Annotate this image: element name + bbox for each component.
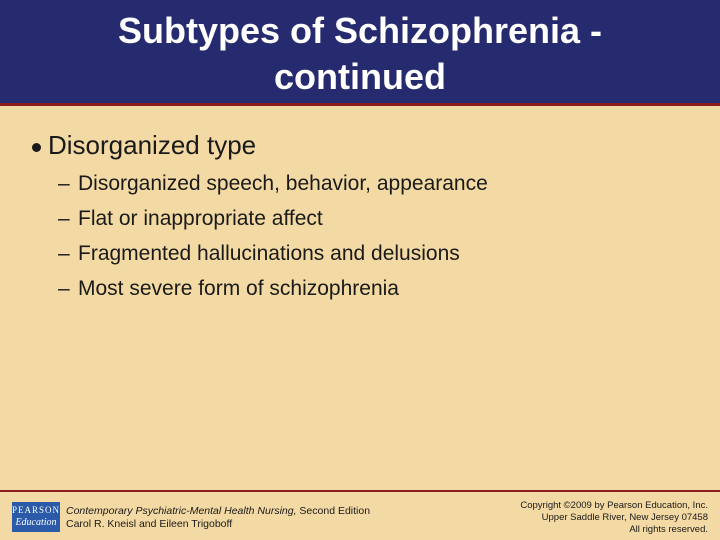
copyright-line-3: All rights reserved. <box>629 524 708 535</box>
sub-bullet-list <box>58 170 488 310</box>
sub-bullet-text: Fragmented hallucinations and delusions <box>78 242 460 265</box>
copyright-line-2: Upper Saddle River, New Jersey 07458 <box>541 512 708 523</box>
book-authors: Carol R. Kneisl and Eileen Trigoboff <box>66 518 233 530</box>
sub-bullet-item <box>58 170 488 205</box>
title-line-1: Subtypes of Schizophrenia - <box>117 10 603 51</box>
title-line-2: continued <box>274 56 446 97</box>
main-bullet <box>32 130 256 161</box>
book-edition: Second Edition <box>296 505 371 517</box>
slide-title <box>0 8 720 100</box>
dash-icon: – <box>58 277 70 300</box>
sub-bullet-item <box>58 205 488 240</box>
dash-icon: – <box>58 172 70 195</box>
pearson-logo <box>12 502 60 532</box>
copyright-line-1: Copyright ©2009 by Pearson Education, Inc. <box>520 500 708 511</box>
sub-bullet-text: Flat or inappropriate affect <box>78 207 323 230</box>
dash-icon: – <box>58 242 70 265</box>
main-bullet-text: Disorganized type <box>48 130 257 160</box>
footer-citation <box>66 505 370 531</box>
sub-bullet-item <box>58 275 488 310</box>
sub-bullet-text: Most severe form of schizophrenia <box>78 277 399 300</box>
sub-bullet-item <box>58 240 488 275</box>
footer-copyright <box>520 500 708 536</box>
logo-top-text: PEARSON <box>12 505 61 515</box>
dash-icon: – <box>58 207 70 230</box>
title-bar <box>0 0 720 106</box>
bullet-dot-icon <box>32 143 41 152</box>
footer-divider <box>0 490 720 492</box>
sub-bullet-text: Disorganized speech, behavior, appearance <box>78 172 488 195</box>
logo-bottom-text: Education <box>15 517 57 528</box>
book-title: Contemporary Psychiatric-Mental Health Nursing, <box>66 505 297 517</box>
